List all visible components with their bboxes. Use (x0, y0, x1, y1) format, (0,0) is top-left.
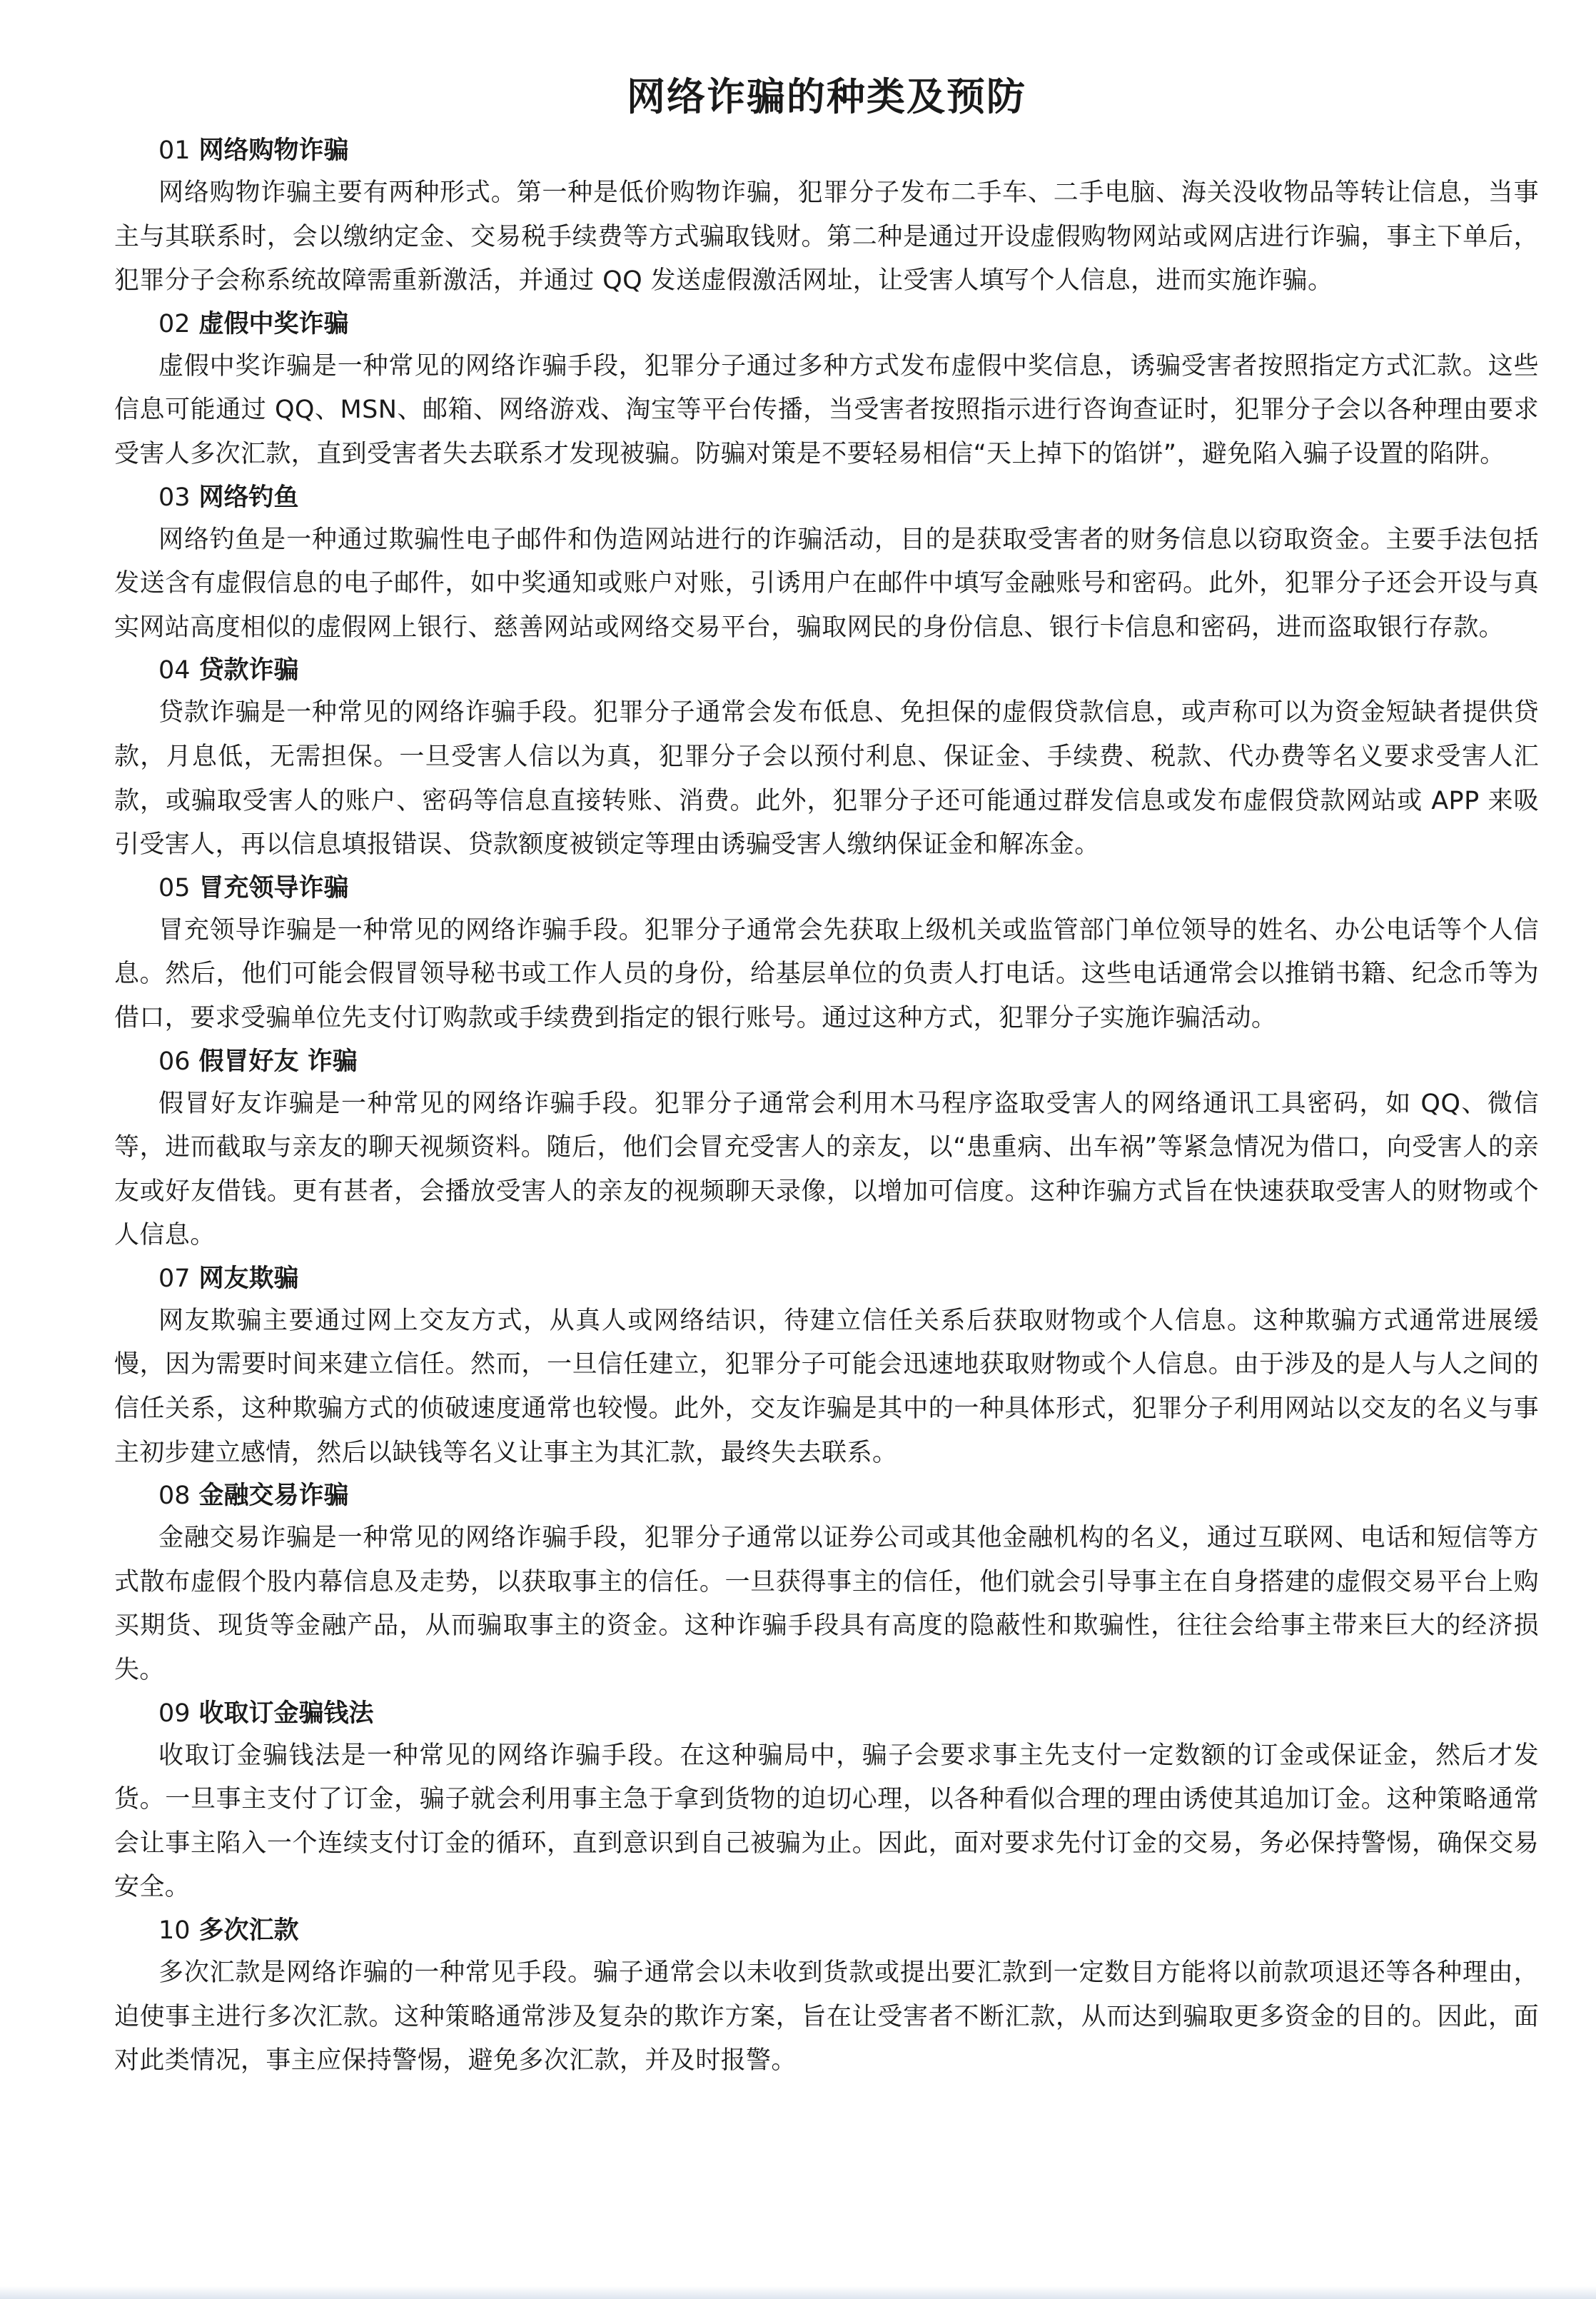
section-08 (114, 1475, 1539, 1692)
section-body: 多次汇款是网络诈骗的一种常见手段。骗子通常会以未收到货款或提出要汇款到一定数目方能将以前款项退还等各种理由，迫使事主进行多次汇款。这种策略通常涉及复杂的欺诈方案，旨在让受害者不断汇款，从而达到骗取更多资金的目的。因此，面对此类情况，事主应保持警惕，避免多次汇款，并及时报警。 (114, 1958, 1539, 2076)
section-title: 多次汇款 (198, 1916, 299, 1945)
section-title: 虚假中奖诈骗 (198, 309, 349, 338)
section-title: 网络购物诈骗 (198, 136, 349, 165)
section-01 (114, 130, 1539, 303)
section-number: 01 (158, 136, 191, 165)
section-04 (114, 650, 1539, 867)
section-03 (114, 477, 1539, 650)
section-title: 金融交易诈骗 (198, 1481, 349, 1511)
section-heading (114, 867, 1539, 909)
section-05 (114, 867, 1539, 1041)
section-heading (114, 303, 1539, 345)
section-number: 09 (158, 1699, 191, 1728)
section-number: 03 (158, 483, 191, 512)
section-heading (114, 130, 1539, 171)
section-number: 07 (158, 1264, 191, 1293)
section-body: 网络钓鱼是一种通过欺骗性电子邮件和伪造网站进行的诈骗活动，目的是获取受害者的财务信息以窃取资金。主要手法包括发送含有虚假信息的电子邮件，如中奖通知或账户对账，引诱用户在邮件中填写金融账号和密码。此外，犯罪分子还会开设与真实网站高度相似的虚假网上银行、慈善网站或网络交易平台，骗取网民的身份信息、银行卡信息和密码，进而盗取银行存款。 (114, 525, 1539, 642)
section-body: 贷款诈骗是一种常见的网络诈骗手段。犯罪分子通常会发布低息、免担保的虚假贷款信息，或声称可以为资金短缺者提供贷款，月息低，无需担保。一旦受害人信以为真，犯罪分子会以预付利息、保证金、手续费、税款、代办费等名义要求受害人汇款，或骗取受害人的账户、密码等信息直接转账、消费。此外，犯罪分子还可能通过群发信息或发布虚假贷款网站或 APP 来吸引受害人，再以信息填报错误、贷款额度被锁定等理由诱骗受害人缴纳保证金和解冻金。 (114, 698, 1539, 860)
section-body: 网络购物诈骗主要有两种形式。第一种是低价购物诈骗，犯罪分子发布二手车、二手电脑、海关没收物品等转让信息，当事主与其联系时，会以缴纳定金、交易税手续费等方式骗取钱财。第二种是通过开设虚假购物网站或网店进行诈骗，事主下单后，犯罪分子会称系统故障需重新激活，并通过 QQ 发送虚假激活网址，让受害人填写个人信息，进而实施诈骗。 (114, 178, 1539, 296)
section-heading (114, 1258, 1539, 1299)
section-heading (114, 650, 1539, 691)
document-title: 网络诈骗的种类及预防 (627, 74, 1026, 119)
section-number: 10 (158, 1916, 191, 1945)
section-number: 02 (158, 309, 191, 338)
section-09 (114, 1693, 1539, 1910)
section-heading (114, 1693, 1539, 1734)
section-body: 金融交易诈骗是一种常见的网络诈骗手段，犯罪分子通常以证券公司或其他金融机构的名义，通过互联网、电话和短信等方式散布虚假个股内幕信息及走势，以获取事主的信任。一旦获得事主的信任，他们就会引导事主在自身搭建的虚假交易平台上购买期货、现货等金融产品，从而骗取事主的资金。这种诈骗手段具有高度的隐蔽性和欺骗性，往往会给事主带来巨大的经济损失。 (114, 1524, 1539, 1685)
section-title: 收取订金骗钱法 (198, 1699, 374, 1728)
scan-edge (0, 2286, 1596, 2299)
section-number: 04 (158, 656, 191, 685)
section-title: 贷款诈骗 (198, 656, 299, 685)
section-number: 08 (158, 1481, 191, 1511)
section-heading (114, 1475, 1539, 1516)
section-02 (114, 303, 1539, 477)
section-title: 冒充领导诈骗 (198, 873, 349, 902)
section-heading (114, 477, 1539, 518)
section-body: 假冒好友诈骗是一种常见的网络诈骗手段。犯罪分子通常会利用木马程序盗取受害人的网络通讯工具密码，如 QQ、微信等，进而截取与亲友的聊天视频资料。随后，他们会冒充受害人的亲友，以“患重病、出车祸”等紧急情况为借口，向受害人的亲友或好友借钱。更有甚者，会播放受害人的亲友的视频聊天录像，以增加可信度。这种诈骗方式旨在快速获取受害人的财物或个人信息。 (114, 1089, 1539, 1250)
section-body: 收取订金骗钱法是一种常见的网络诈骗手段。在这种骗局中，骗子会要求事主先支付一定数额的订金或保证金，然后才发货。一旦事主支付了订金，骗子就会利用事主急于拿到货物的迫切心理，以各种看似合理的理由诱使其追加订金。这种策略通常会让事主陷入一个连续支付订金的循环，直到意识到自己被骗为止。因此，面对要求先付订金的交易，务必保持警惕，确保交易安全。 (114, 1741, 1539, 1902)
section-number: 06 (158, 1047, 191, 1076)
section-06 (114, 1041, 1539, 1258)
section-heading (114, 1910, 1539, 1951)
section-title: 网络钓鱼 (198, 483, 299, 512)
section-number: 05 (158, 873, 191, 902)
section-heading (114, 1041, 1539, 1082)
section-body: 冒充领导诈骗是一种常见的网络诈骗手段。犯罪分子通常会先获取上级机关或监管部门单位领导的姓名、办公电话等个人信息。然后，他们可能会假冒领导秘书或工作人员的身份，给基层单位的负责人打电话。这些电话通常会以推销书籍、纪念币等为借口，要求受骗单位先支付订购款或手续费到指定的银行账号。通过这种方式，犯罪分子实施诈骗活动。 (114, 915, 1539, 1032)
section-10 (114, 1910, 1539, 2083)
section-title: 网友欺骗 (198, 1264, 299, 1293)
section-title: 假冒好友 诈骗 (198, 1047, 358, 1076)
section-body: 网友欺骗主要通过网上交友方式，从真人或网络结识，待建立信任关系后获取财物或个人信息。这种欺骗方式通常进展缓慢，因为需要时间来建立信任。然而，一旦信任建立，犯罪分子可能会迅速地获取财物或个人信息。由于涉及的是人与人之间的信任关系，这种欺骗方式的侦破速度通常也较慢。此外，交友诈骗是其中的一种具体形式，犯罪分子利用网站以交友的名义与事主初步建立感情，然后以缺钱等名义让事主为其汇款，最终失去联系。 (114, 1306, 1539, 1467)
section-07 (114, 1258, 1539, 1475)
section-body: 虚假中奖诈骗是一种常见的网络诈骗手段，犯罪分子通过多种方式发布虚假中奖信息，诱骗受害者按照指定方式汇款。这些信息可能通过 QQ、MSN、邮箱、网络游戏、淘宝等平台传播，当受害者按照指示进行咨询查证时，犯罪分子会以各种理由要求受害人多次汇款，直到受害者失去联系才发现被骗。防骗对策是不要轻易相信“天上掉下的馅饼”，避免陷入骗子设置的陷阱。 (114, 351, 1539, 468)
